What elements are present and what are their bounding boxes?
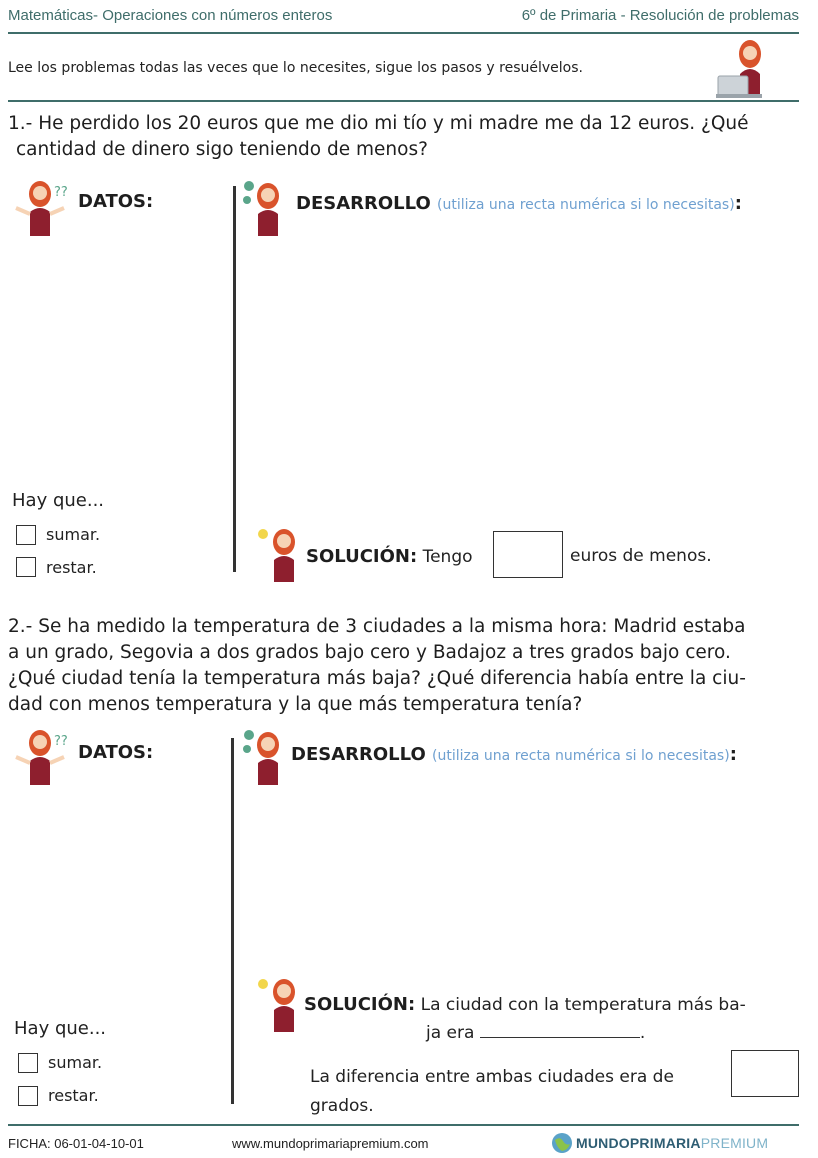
problem2-desarrollo-colon: : (729, 744, 737, 765)
lightbulb-girl-icon (256, 974, 302, 1032)
problem1-checkbox-sumar[interactable] (16, 525, 36, 545)
gears-girl-icon (240, 178, 286, 238)
footer-brand-c: PREMIUM (700, 1135, 769, 1151)
problem1-line2: cantidad de dinero sigo teniendo de menos? (16, 139, 428, 160)
problem2-answer-box[interactable] (731, 1050, 799, 1097)
problem2-checkbox-restar[interactable] (18, 1086, 38, 1106)
gears-girl-icon (240, 727, 286, 787)
teacher-laptop-illustration (714, 36, 774, 100)
footer-brand-b: PRIMARIA (629, 1135, 701, 1151)
footer-brand (576, 1135, 768, 1151)
problem2-line4: dad con menos temperatura y la que más temperatura tenía? (8, 694, 583, 715)
problem2-solucion-label: SOLUCIÓN: (304, 994, 416, 1015)
problem2-checkbox-sumar[interactable] (18, 1053, 38, 1073)
header-subject: Matemáticas- Operaciones con números enteros (8, 7, 333, 24)
thinking-girl-icon (12, 727, 72, 789)
instructions-divider (8, 100, 799, 102)
problem2-line3: ¿Qué ciudad tenía la temperatura más baja? ¿Qué diferencia había entre la ciu- (8, 668, 746, 689)
globe-logo-icon (551, 1132, 573, 1154)
problem1-option-restar: restar. (46, 558, 97, 577)
instructions: Lee los problemas todas las veces que lo necesites, sigue los pasos y resuélvelos. (8, 60, 583, 76)
problem2-solucion-b2: grados. (310, 1096, 374, 1116)
problem1-solucion-label: SOLUCIÓN: (306, 546, 418, 567)
problem1-solucion-post: euros de menos. (570, 546, 712, 566)
problem1-column-divider (233, 186, 236, 572)
problem1-option-sumar: sumar. (46, 525, 101, 544)
svg-text:??: ?? (54, 185, 68, 200)
svg-text:??: ?? (54, 734, 68, 749)
problem1-hay-que: Hay que... (12, 490, 105, 511)
problem2-desarrollo-label: DESARROLLO (291, 744, 426, 765)
lightbulb-girl-icon (256, 524, 302, 582)
problem2-solucion-a2-pre: ja era (426, 1023, 475, 1043)
problem2-city-blank[interactable] (480, 1023, 640, 1038)
problem2-solucion-a2-post: . (639, 1023, 646, 1043)
problem1-desarrollo-colon: : (734, 193, 742, 214)
problem2-desarrollo-hint: (utiliza una recta numérica si lo necesitas) (432, 748, 730, 764)
problem2-line2: a un grado, Segovia a dos grados bajo cero y Badajoz a tres grados bajo cero. (8, 642, 731, 663)
problem1-datos-label: DATOS: (78, 191, 154, 212)
footer-divider (8, 1124, 799, 1126)
problem2-line1: 2.- Se ha medido la temperatura de 3 ciudades a la misma hora: Madrid estaba (8, 616, 746, 637)
problem1-desarrollo-hint: (utiliza una recta numérica si lo necesitas) (437, 197, 735, 213)
problem1-solucion-pre: Tengo (422, 547, 473, 567)
problem2-hay-que: Hay que... (14, 1018, 107, 1039)
problem2-column-divider (231, 738, 234, 1104)
footer-brand-a: MUNDO (576, 1135, 630, 1151)
problem2-option-sumar: sumar. (48, 1053, 103, 1072)
header-divider (8, 32, 799, 34)
problem1-checkbox-restar[interactable] (16, 557, 36, 577)
problem1-line1: 1.- He perdido los 20 euros que me dio mi tío y mi madre me da 12 euros. ¿Qué (8, 113, 749, 134)
footer-url[interactable]: www.mundoprimariapremium.com (232, 1136, 429, 1151)
problem1-desarrollo-label: DESARROLLO (296, 193, 431, 214)
problem2-datos-label: DATOS: (78, 742, 154, 763)
thinking-girl-icon (12, 178, 72, 240)
footer-ficha: FICHA: 06-01-04-10-01 (8, 1136, 144, 1151)
problem2-solucion-b1: La diferencia entre ambas ciudades era de (310, 1067, 674, 1087)
problem1-answer-box[interactable] (493, 531, 563, 578)
header-level: 6º de Primaria - Resolución de problemas (521, 7, 799, 24)
problem2-option-restar: restar. (48, 1086, 99, 1105)
problem2-solucion-a1: La ciudad con la temperatura más ba- (420, 995, 746, 1015)
